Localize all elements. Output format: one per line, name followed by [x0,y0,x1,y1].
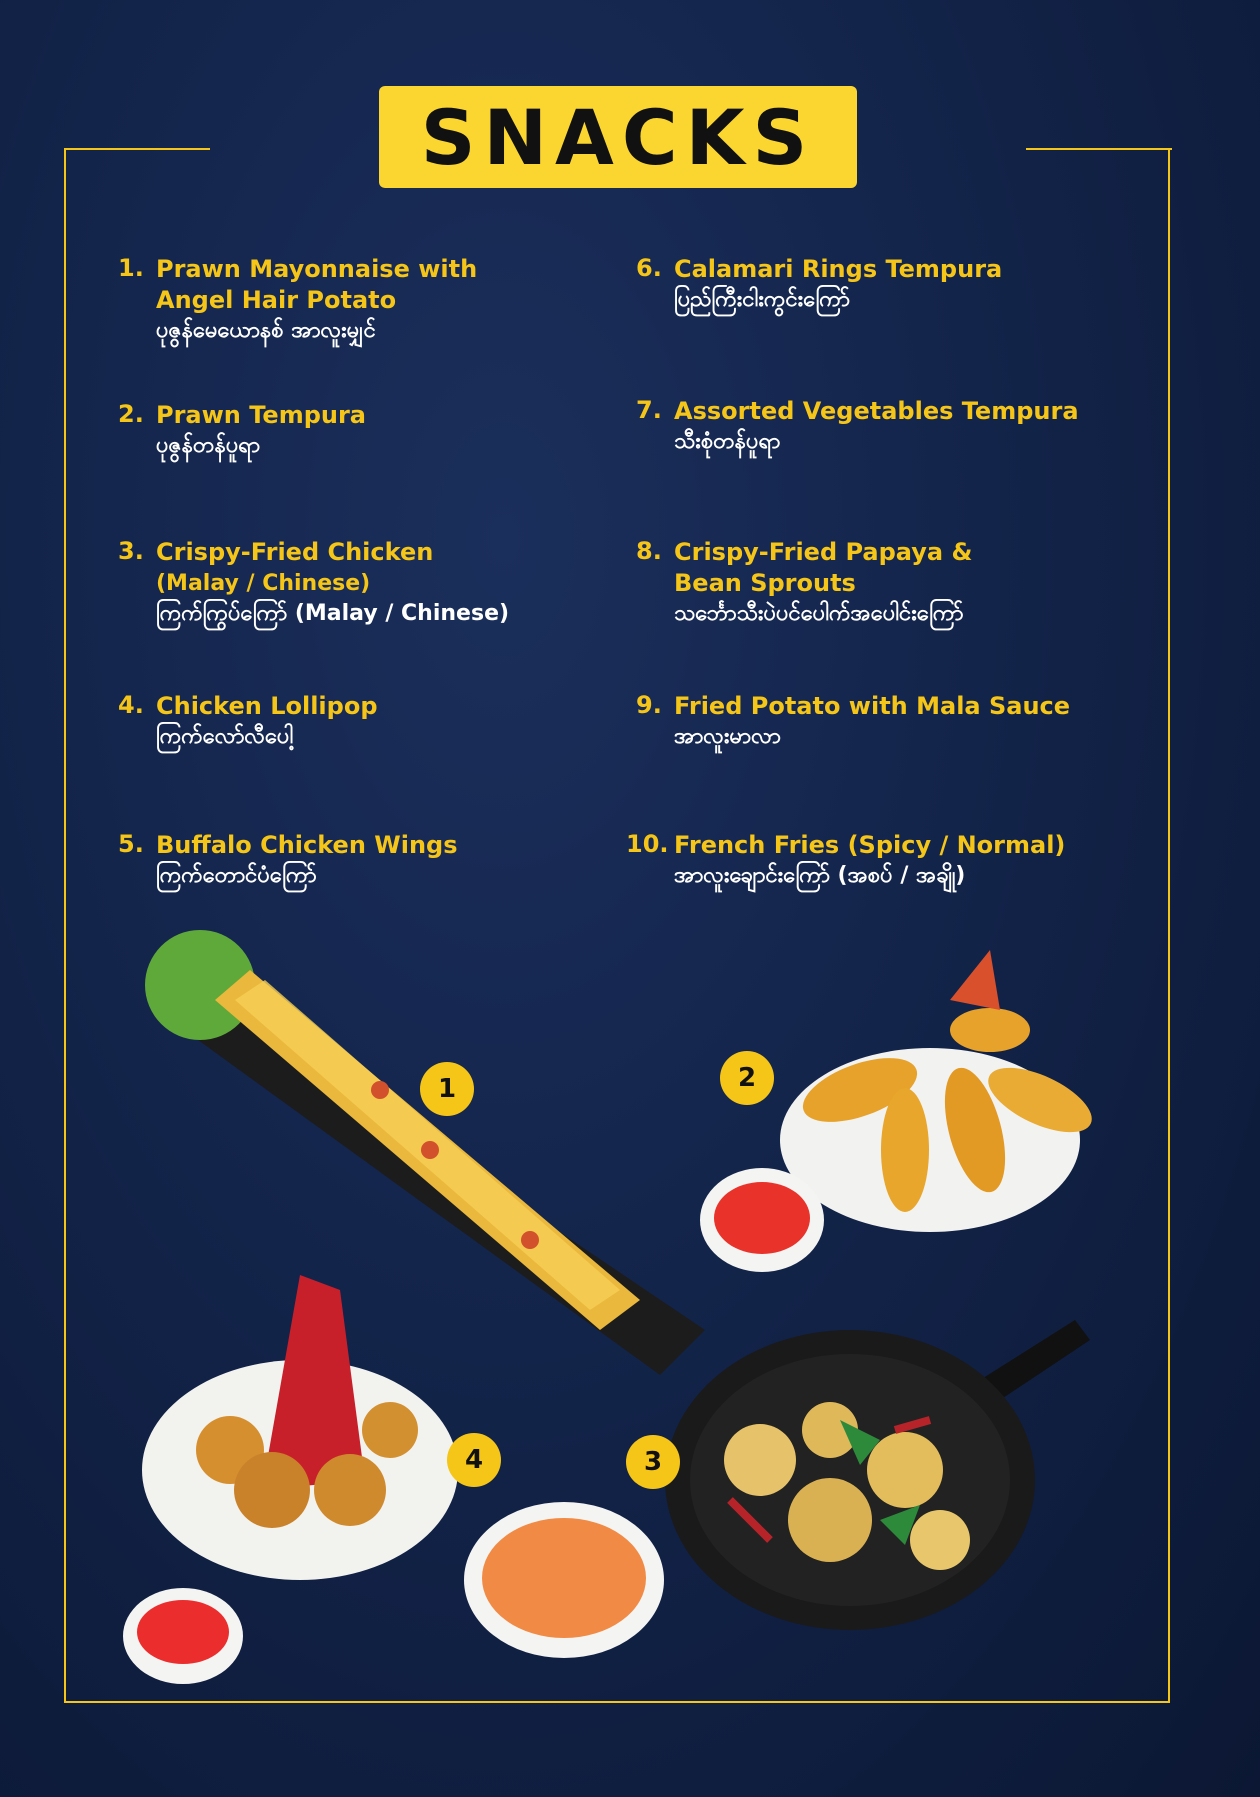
item-number: 4. [118,691,144,719]
item-local-name: အာလူးချောင်းကြော် (အစပ် / အချို) [674,863,966,888]
item-local-name: ပုဇွန်တန်ပူရာ [156,433,261,458]
item-name: Calamari Rings Tempura [674,255,1003,283]
photo-badge-1: 1 [420,1062,474,1116]
item-name: Angel Hair Potato [156,286,397,314]
dish-chicken-lollipop-photo [123,1275,664,1684]
item-name: (Malay / Chinese) [156,571,371,596]
item-name: Bean Sprouts [674,569,856,597]
item-name: Crispy-Fried Papaya & [674,538,973,566]
item-name: French Fries (Spicy / Normal) [674,831,1066,859]
item-local-name: ပုဇွန်မေယောနစ် အာလူးမျှင် [156,318,376,343]
item-local-name: ကြက်လော်လီပေါ့ [156,724,294,749]
item-local-text: ကြက်ကြွပ်ကြော် [156,601,288,626]
page-title: SNACKS [420,92,816,182]
item-local-name: ကြက်တောင်ပံကြော် [156,863,317,888]
item-number: 6. [636,254,662,282]
item-name: Crispy-Fried Chicken [156,538,434,566]
item-number: 5. [118,830,144,858]
item-name: Fried Potato with Mala Sauce [674,692,1071,720]
item-number: 3. [118,537,144,565]
item-number: 9. [636,691,662,719]
item-name: Prawn Mayonnaise with [156,255,478,283]
item-name: Prawn Tempura [156,401,366,429]
item-number: 2. [118,400,144,428]
item-number: 8. [636,537,662,565]
item-local-suffix: (Malay / Chinese) [294,601,510,626]
dish-crispy-fried-chicken-photo [665,1320,1090,1630]
item-local-name: အာလူးမာလာ [674,724,781,749]
item-local-name: ပြည်ကြီးငါးကွင်းကြော် [674,287,850,312]
item-number: 7. [636,396,662,424]
item-name: Buffalo Chicken Wings [156,831,458,859]
dish-prawn-tempura-photo [700,950,1101,1272]
item-name: Assorted Vegetables Tempura [674,397,1079,425]
item-local-name: သီးစုံတန်ပူရာ [674,429,781,454]
item-name: Chicken Lollipop [156,692,378,720]
item-number: 1. [118,254,144,282]
dish-prawn-mayonnaise-photo [145,930,705,1375]
photo-badge-4: 4 [447,1433,501,1487]
item-local-name: သင်္ဘောသီးပဲပင်ပေါက်အပေါင်းကြော် [674,601,964,626]
photo-badge-3: 3 [626,1435,680,1489]
photo-badge-2: 2 [720,1051,774,1105]
item-number: 10. [626,830,669,858]
